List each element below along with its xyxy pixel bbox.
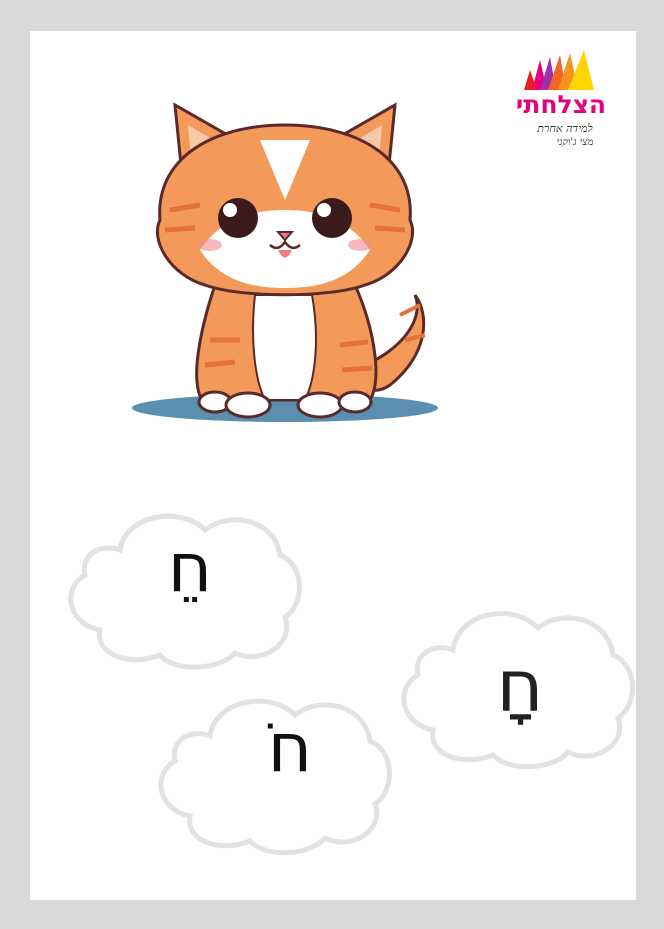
logo-tagline: למידה אחרת (537, 122, 593, 135)
letter-card-2: חֹ (267, 709, 313, 788)
letter-card-1: חֵ (167, 529, 213, 608)
cat-icon (130, 100, 445, 430)
logo-author: מצי ג'וקני (556, 137, 594, 148)
letter-card-3: חָ (496, 644, 544, 728)
logo-brand: הצלחתי (515, 90, 607, 119)
